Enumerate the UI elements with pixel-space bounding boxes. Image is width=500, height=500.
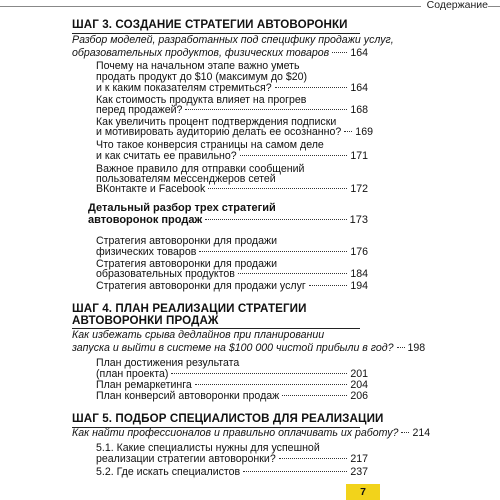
page-ref: 184 [350, 268, 368, 280]
page-ref: 198 [407, 342, 426, 354]
toc-entry-line[interactable]: продать продукт до $10 (максимум до $20) [96, 71, 308, 83]
page-number-badge: 7 [346, 484, 380, 500]
toc-entry-label: ВКонтакте и Facebook [96, 183, 206, 195]
leader-dots [279, 458, 348, 459]
toc-entry-line[interactable]: Почему на начальном этапе важно уметь [96, 60, 300, 72]
leader-dots [205, 219, 346, 220]
toc-entry-label: Стратегия автоворонки для продажи услуг [96, 280, 306, 292]
toc-entry-label: реализации стратегии автоворонки? [96, 453, 276, 465]
toc-entry-line[interactable]: Как стоимость продукта влияет на прогрев [96, 94, 307, 106]
toc-entry-line[interactable]: План достижения результата [96, 357, 240, 369]
header-title: Содержание [421, 0, 488, 11]
page-ref: 214 [412, 427, 431, 439]
step5-intro-entry[interactable] [72, 427, 431, 440]
leader-dots [171, 373, 347, 374]
page-ref: 171 [350, 150, 368, 162]
leader-dots [332, 52, 347, 53]
page-ref: 173 [349, 214, 368, 226]
step3-intro-line1[interactable]: Разбор моделей, разработанных под специфику продажи услуг, [72, 34, 394, 46]
toc-entry-label: и как считать ее правильно? [96, 150, 237, 162]
leader-dots [240, 155, 348, 156]
step4-title-line1: ШАГ 4. ПЛАН РЕАЛИЗАЦИИ СТРАТЕГИИ [72, 302, 307, 315]
toc-entry-line[interactable]: пользователям мессенджеров сетей [96, 173, 276, 185]
toc-entry-label: и мотивировать аудиторию делать ее осознанно? [96, 126, 342, 138]
toc-entry-line[interactable]: 5.1. Какие специалисты нужны для успешной [96, 442, 320, 454]
toc-entry-label: План конверсий автоворонки продаж [96, 390, 280, 402]
page-ref: 217 [350, 453, 368, 465]
step3-intro-entry[interactable] [72, 47, 368, 60]
toc-entry-label: 5.2. Где искать специалистов [96, 466, 241, 478]
step4-intro-line2: запуска и выйти в системе на $100 000 чистой прибыли в год? [72, 342, 394, 354]
toc-entry-label: перед продажей? [96, 104, 183, 116]
toc-entry[interactable] [96, 390, 368, 403]
toc-entry[interactable] [96, 126, 373, 139]
toc-entry-line[interactable]: Стратегия автоворонки для продажи [96, 235, 277, 247]
leader-dots [309, 285, 348, 286]
page-ref: 168 [350, 104, 368, 116]
toc-entry[interactable] [96, 466, 368, 479]
leader-dots [401, 432, 409, 433]
step4-intro-entry[interactable] [72, 342, 426, 355]
detail-heading-entry[interactable] [88, 214, 368, 227]
page-ref: 206 [350, 390, 368, 402]
toc-entry-label: (план проекта) [96, 368, 169, 380]
step3-title: ШАГ 3. СОЗДАНИЕ СТРАТЕГИИ АВТОВОРОНКИ [72, 18, 348, 31]
toc-entry-line[interactable]: Что такое конверсия страницы на самом деле [96, 139, 324, 151]
leader-dots [344, 131, 352, 132]
page-ref: 201 [350, 368, 368, 380]
leader-dots [243, 471, 347, 472]
leader-dots [397, 347, 405, 348]
step3-intro-line2: образовательных продуктов, физических товаров [72, 47, 330, 59]
leader-dots [275, 87, 348, 88]
detail-heading-line1[interactable]: Детальный разбор трех стратегий [88, 202, 276, 214]
toc-entry-line[interactable]: Стратегия автоворонки для продажи [96, 258, 277, 270]
toc-entry-line[interactable]: Важное правило для отправки сообщений [96, 163, 305, 175]
page-ref: 172 [350, 183, 368, 195]
running-header [0, 0, 500, 16]
page-ref: 176 [350, 246, 368, 258]
page-ref: 237 [350, 466, 368, 478]
toc-entry[interactable] [96, 280, 368, 293]
step5-intro-line1: Как найти профессионалов и правильно оплачивать их работу? [72, 427, 399, 439]
leader-dots [195, 384, 348, 385]
step5-title: ШАГ 5. ПОДБОР СПЕЦИАЛИСТОВ ДЛЯ РЕАЛИЗАЦИИ [72, 412, 384, 425]
toc-entry-line[interactable]: Как увеличить процент подтверждения подписки [96, 116, 337, 128]
toc-entry-label: и к каким показателям стремиться? [96, 82, 272, 94]
leader-dots [208, 188, 347, 189]
leader-dots [185, 109, 347, 110]
leader-dots [199, 251, 347, 252]
leader-dots [282, 395, 347, 396]
toc-entry-label: образовательных продуктов [96, 268, 235, 280]
toc-entry[interactable] [96, 150, 368, 163]
page-ref: 204 [350, 379, 368, 391]
leader-dots [238, 273, 347, 274]
toc-entry-label: физических товаров [96, 246, 197, 258]
toc-entry[interactable] [96, 453, 368, 466]
step4-title-line2: АВТОВОРОНКИ ПРОДАЖ [72, 314, 219, 327]
toc-entry-label: План ремаркетинга [96, 379, 192, 391]
page-ref: 164 [350, 82, 368, 94]
toc-entry[interactable] [96, 183, 368, 196]
page-ref: 164 [350, 47, 368, 59]
step4-intro-line1[interactable]: Как избежать срыва дедлайнов при планировании [72, 329, 325, 341]
page-ref: 169 [355, 126, 373, 138]
detail-heading-line2: автоворонок продаж [88, 214, 203, 226]
page-ref: 194 [350, 280, 368, 292]
